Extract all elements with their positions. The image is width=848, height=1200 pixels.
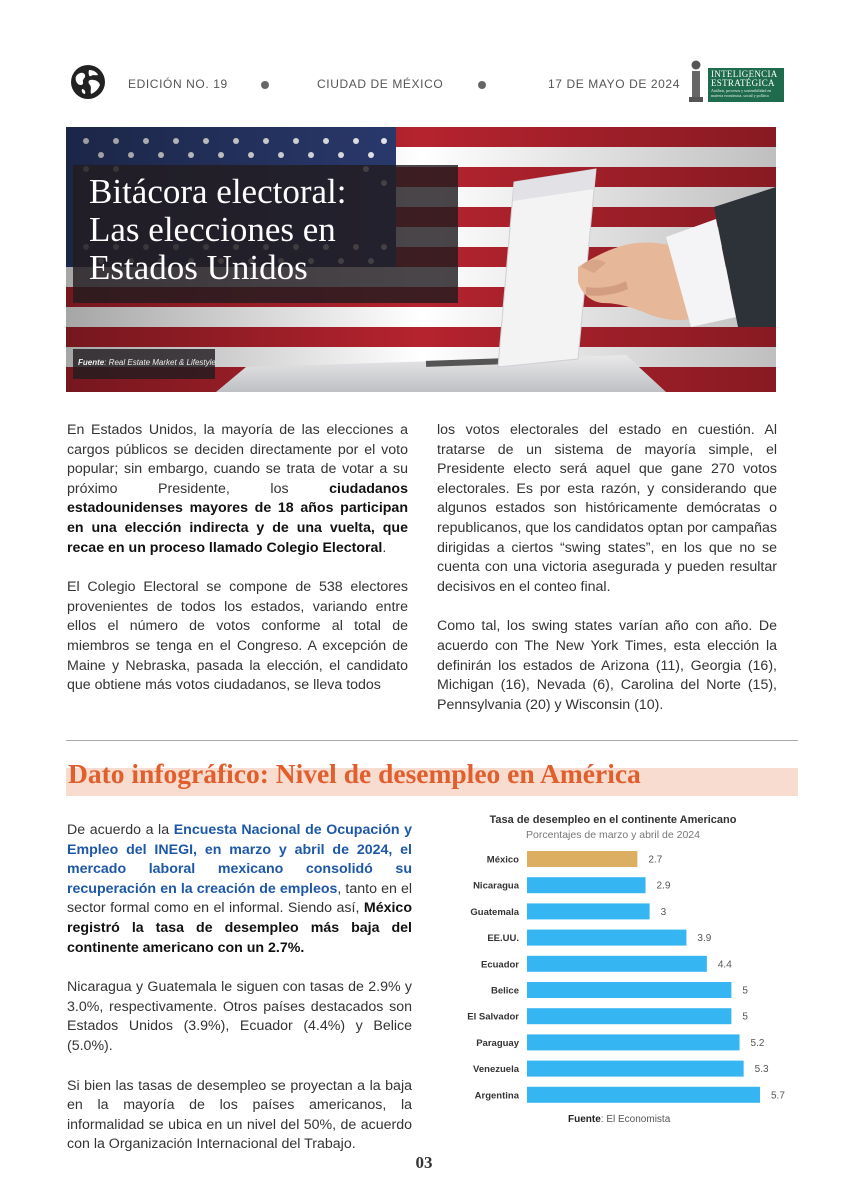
- infographic-bold: México registró la tasa de desempleo más baja del continente americano con un 2.7%.: [67, 900, 412, 956]
- chart-value-label: 5: [742, 985, 748, 997]
- chart-bar: [527, 877, 646, 893]
- page-number: 03: [415, 1153, 433, 1172]
- globe-icon: [70, 64, 106, 100]
- infographic-text-span: De acuerdo a la: [67, 822, 174, 838]
- article-column-right: [437, 421, 777, 735]
- chart-source-label: Fuente: [568, 1114, 601, 1125]
- chart-category-label: México: [486, 854, 519, 866]
- chart-value-label: 3: [660, 906, 667, 918]
- chart-value-label: 5.2: [750, 1037, 765, 1049]
- infographic-text-span: , tanto en el sector formal como en el informal. Siendo así,: [67, 880, 412, 917]
- chart-value-label: 4.4: [717, 959, 732, 971]
- article-paragraph: los votos electorales del estado en cuestión. Al tratarse de un sistema de mayoría simple, el Presidente electo será aquel que gane 270 votos electorales. Es por esta razón, y considerando que algunos estados son históricamente demócratas o republicanos, que los candidatos optan por campañas dirigidas a ciertos “swing states”, en los que no se cuenta con una victoria asegurada y pueden resultar decisivos en el conteo final.: [437, 422, 777, 595]
- infographic-paragraph: Si bien las tasas de desempleo se proyectan a la baja en la mayoría de los países americanos, la informalidad se ubica en un nivel del 50%, de acuerdo con la Organización Internacional del Trabajo.: [67, 1077, 412, 1153]
- chart-title: Tasa de desempleo en el continente Americano: [489, 814, 737, 826]
- hero-title-line: Estados Unidos: [89, 248, 308, 287]
- chart-bar: [527, 1061, 744, 1077]
- hero-source-caption: [73, 349, 215, 379]
- chart-category-label: Paraguay: [476, 1037, 519, 1049]
- unemployment-chart: [428, 808, 798, 1133]
- chart-value-label: 5: [742, 1011, 748, 1023]
- chart-category-label: Venezuela: [473, 1064, 519, 1076]
- chart-bar: [527, 982, 731, 998]
- separator-dot: [478, 81, 486, 89]
- article-text: En Estados Unidos, la mayoría de las elecciones a cargos públicos se deciden directamente por el voto popular; sin embargo, cuando se trata de votar a su próximo Presidente, los: [67, 422, 408, 497]
- chart-value-label: 5.3: [754, 1064, 769, 1076]
- hero-title-line: Bitácora electoral:: [89, 172, 347, 211]
- page-header: [66, 60, 782, 108]
- logo-title-2: ESTRATÉGICA: [711, 78, 775, 88]
- hero-image: [66, 127, 776, 392]
- chart-value-label: 2.9: [656, 880, 671, 892]
- logo-box: [708, 68, 784, 102]
- section-heading: Dato infográfico: Nivel de desempleo en América: [68, 758, 641, 789]
- hero-source-text: : Real Estate Market & Lifestyle: [104, 358, 216, 367]
- chart-category-label: Argentina: [474, 1090, 519, 1102]
- hero-source-label: Fuente: [78, 358, 105, 367]
- chart-category-label: El Salvador: [467, 1011, 519, 1023]
- chart-category-label: Nicaragua: [473, 880, 519, 892]
- edition-label: EDICIÓN NO. 19: [128, 77, 228, 91]
- article-paragraph: Como tal, los swing states varían año con año. De acuerdo con The New York Times, esta elección la definirán los estados de Arizona (11), Georgia (16), Michigan (16), Nevada (6), Carolina del Norte (15), Pennsylvania (20) y Wisconsin (10).: [437, 618, 777, 713]
- chart-value-label: 5.7: [771, 1090, 785, 1102]
- chart-bar: [527, 1034, 740, 1050]
- chart-value-label: 2.7: [648, 854, 663, 866]
- separator-dot: [261, 81, 269, 89]
- chart-bar: [527, 851, 637, 867]
- logo-subtitle: Análisis, procesos y sostenibilidad en materia económica, social y política: [711, 88, 772, 98]
- hero-title-line: Las elecciones en: [89, 210, 336, 249]
- chart-subtitle: Porcentajes de marzo y abril de 2024: [526, 829, 700, 841]
- article-text: .: [382, 539, 387, 556]
- chart-bar: [527, 956, 707, 972]
- hero-title-box: [73, 165, 458, 303]
- brand-logo: [684, 60, 784, 106]
- article-column-left: [67, 421, 408, 716]
- chart-value-label: 3.9: [697, 933, 712, 945]
- chart-bar: [527, 930, 686, 946]
- chart-plot: [428, 808, 798, 1108]
- article-paragraph: El Colegio Electoral se compone de 538 electores provenientes de todos los estados, variando entre ellos el número de votos conforme al total de miembros se tenga en el Congreso. A excepción de Maine y Nebraska, pasada la elección, el candidato que obtiene más votos ciudadanos, se lleva todos: [67, 579, 408, 694]
- chart-category-label: Ecuador: [480, 959, 519, 971]
- chart-source: [568, 1114, 670, 1125]
- date-label: 17 DE MAYO DE 2024: [548, 77, 680, 91]
- chart-category-label: Belice: [491, 985, 519, 997]
- chart-source-text: : El Economista: [600, 1114, 671, 1125]
- chart-category-label: Guatemala: [470, 906, 519, 918]
- article-paragraph: [67, 421, 408, 558]
- chart-category-label: EE.UU.: [487, 933, 519, 945]
- infographic-text: [67, 821, 412, 1175]
- chart-bar: [527, 1087, 760, 1103]
- chart-bar: [527, 903, 650, 919]
- logo-pillar-icon: [684, 60, 708, 104]
- section-divider: [66, 740, 798, 741]
- hero-title: [89, 173, 458, 287]
- city-label: CIUDAD DE MÉXICO: [317, 77, 444, 91]
- infographic-paragraph: Nicaragua y Guatemala le siguen con tasas de 2.9% y 3.0%, respectivamente. Otros países destacados son Estados Unidos (3.9%), Ecuador (4.4%) y Belice (5.0%).: [67, 979, 412, 1054]
- chart-bar: [527, 1008, 731, 1024]
- infographic-highlight: Encuesta Nacional de Ocupación y Empleo del INEGI, en marzo y abril de 2024, el mercado laboral mexicano consolidó su recuperación en la creación de empleos: [67, 822, 413, 897]
- article-bold-text: ciudadanos estadounidenses mayores de 18 años participan en una elección indirecta y de una vuelta, que recae en un proceso llamado Colegio Electoral: [67, 480, 408, 556]
- infographic-paragraph: [67, 821, 412, 958]
- logo-title-1: INTELIGENCIA: [711, 69, 778, 79]
